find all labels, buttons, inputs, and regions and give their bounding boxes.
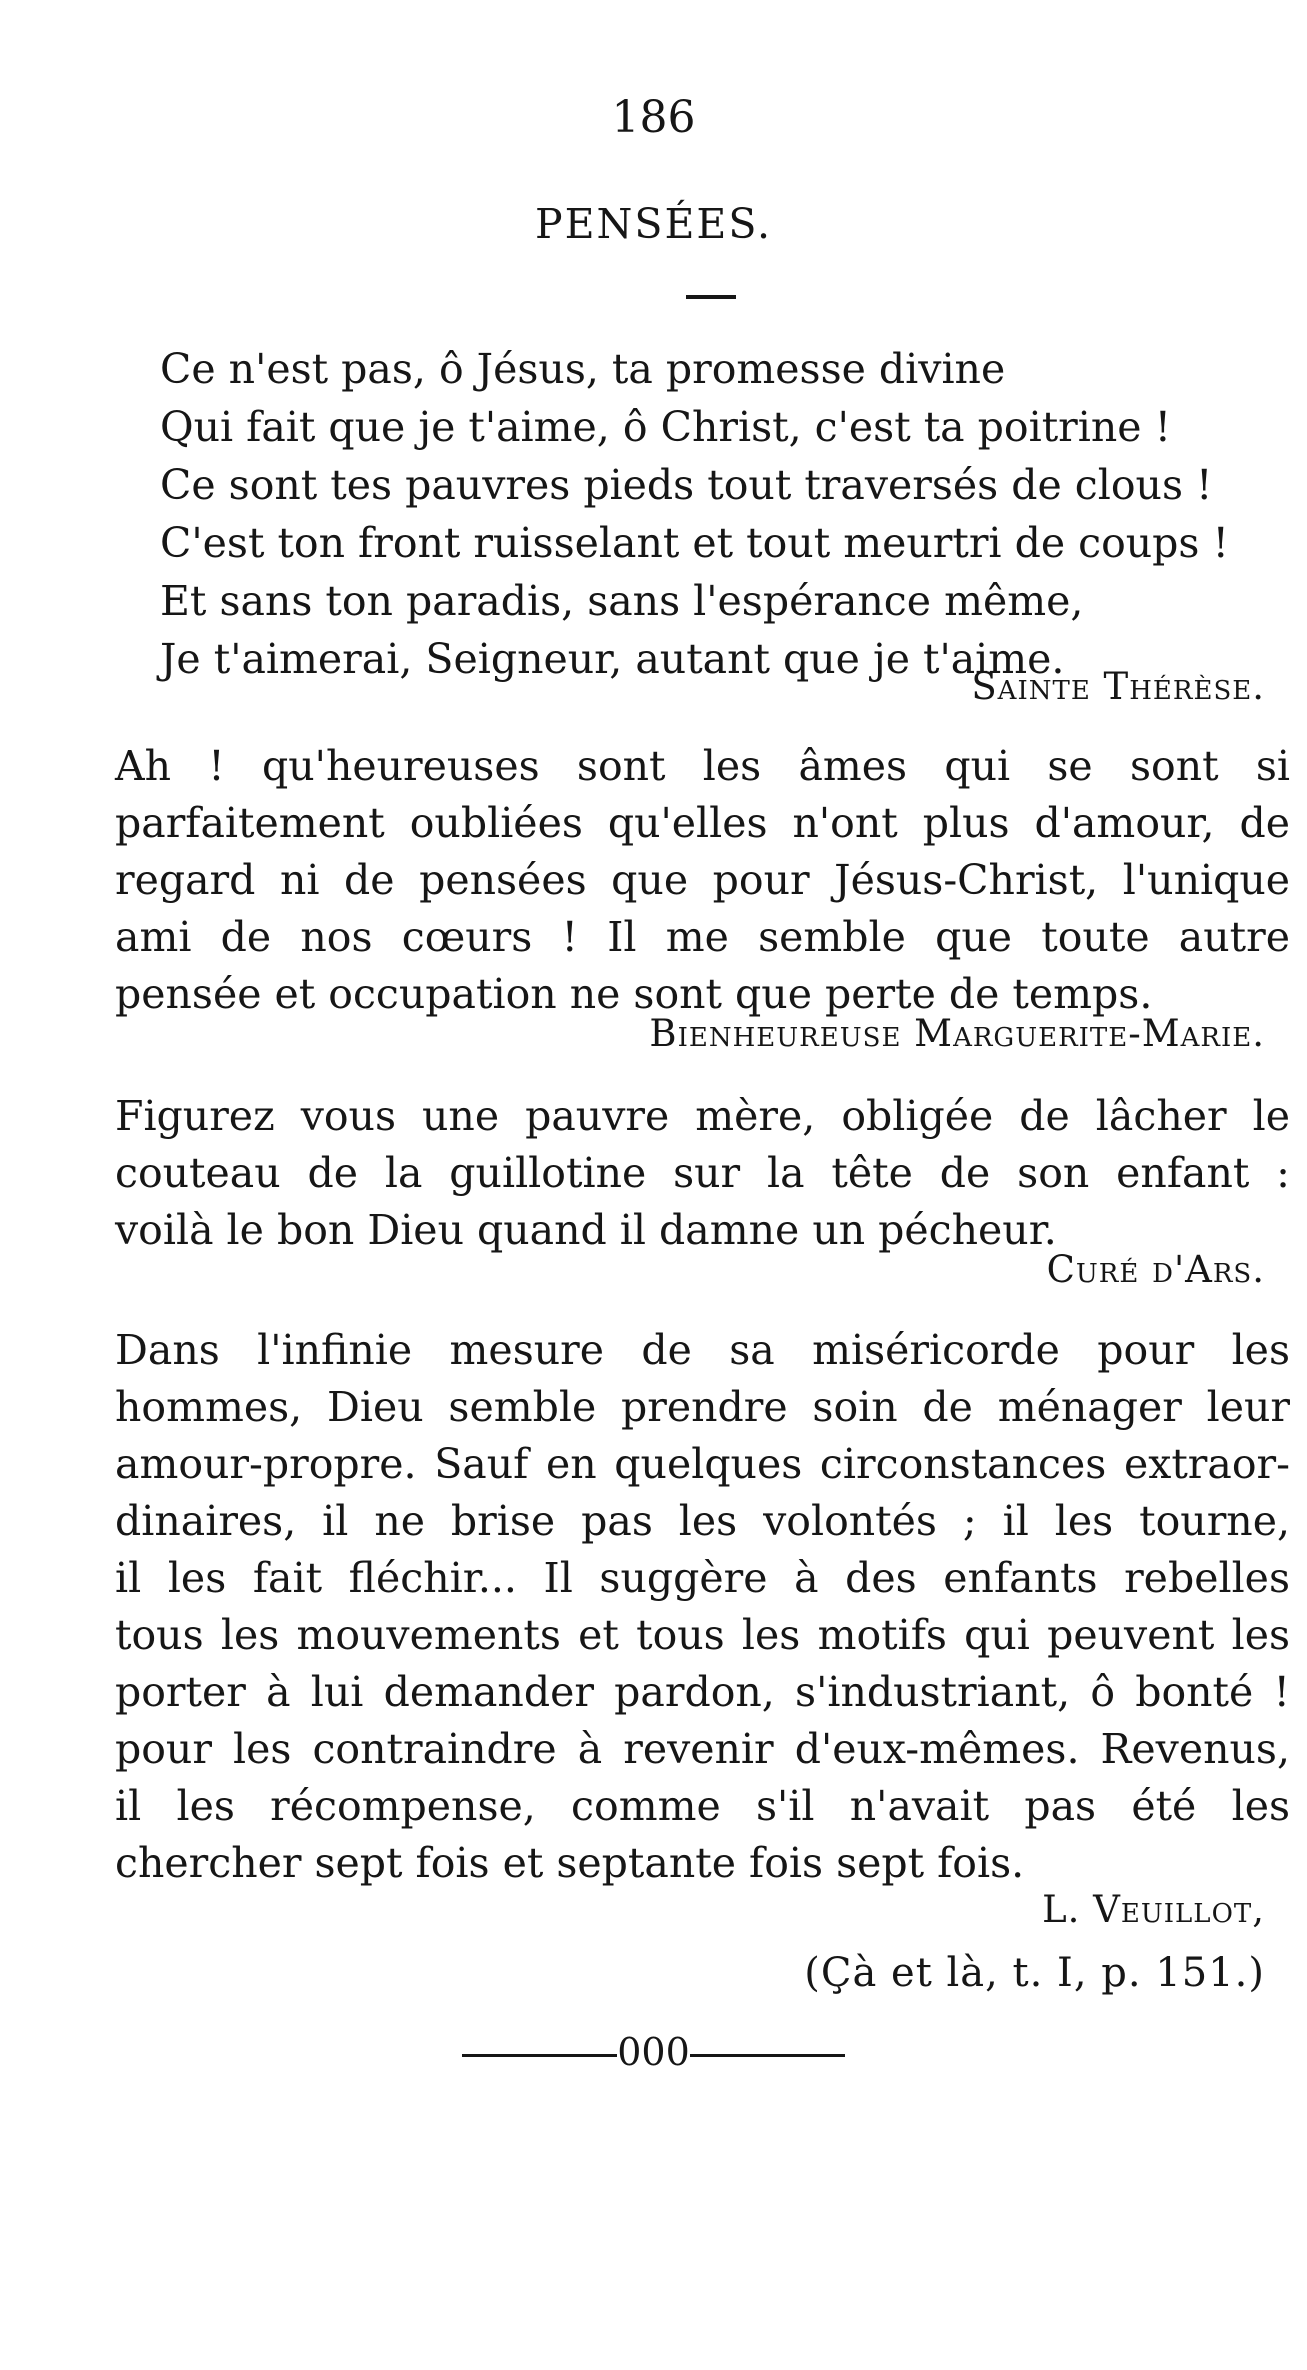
quote3-line: couteau de la guillotine sur la tête de son enfant : xyxy=(115,1149,1290,1197)
quote4-line: chercher sept fois et septante fois sept fois. xyxy=(115,1839,1025,1887)
quote4-line: tous les mouvements et tous les motifs qui peuvent les xyxy=(115,1611,1290,1659)
quote4-source: (Çà et là, t. I, p. 151.) xyxy=(804,1950,1265,1996)
page-title: PENSÉES. xyxy=(535,200,772,248)
end-mark-text: 000 xyxy=(617,2030,690,2074)
title-dash-divider xyxy=(686,295,736,299)
quote4-line: il les récompense, comme s'il n'avait pas été les xyxy=(115,1782,1290,1830)
quote4-line: Dans l'infinie mesure de sa miséricorde pour les xyxy=(115,1326,1290,1374)
quote3-attribution: Curé d'Ars. xyxy=(1046,1248,1265,1291)
quote3-line: voilà le bon Dieu quand il damne un pécheur. xyxy=(115,1206,1057,1254)
poem-line: Ce sont tes pauvres pieds tout traversés de clous ! xyxy=(160,461,1213,509)
ornament-rule-left xyxy=(462,2054,617,2057)
end-ornament xyxy=(0,2030,1307,2074)
poem-line: Je t'aimerai, Seigneur, autant que je t'aime. xyxy=(160,635,1065,683)
poem-block xyxy=(160,340,1280,688)
quote2-line: ami de nos cœurs ! Il me semble que toute autre xyxy=(115,913,1290,961)
quote4-line: pour les contraindre à revenir d'eux-mêmes. Revenus, xyxy=(115,1725,1290,1773)
quote4-attribution: L. Veuillot, xyxy=(1042,1888,1265,1931)
quote4-paragraph xyxy=(115,1322,1290,1892)
quote4-line: porter à lui demander pardon, s'industriant, ô bonté ! xyxy=(115,1668,1290,1716)
quote4-line: hommes, Dieu semble prendre soin de ménager leur xyxy=(115,1383,1290,1431)
poem-attribution: Sainte Thérèse. xyxy=(971,665,1265,708)
poem-line: Ce n'est pas, ô Jésus, ta promesse divine xyxy=(160,345,1006,393)
quote2-line: parfaitement oubliées qu'elles n'ont plus d'amour, de xyxy=(115,799,1290,847)
quote2-line: regard ni de pensées que pour Jésus-Christ, l'unique xyxy=(115,856,1290,904)
quote2-attribution: Bienheureuse Marguerite-Marie. xyxy=(649,1012,1265,1055)
quote4-line: dinaires, il ne brise pas les volontés ; il les tourne, xyxy=(115,1497,1290,1545)
quote4-line: amour-propre. Sauf en quelques circonstances extraor- xyxy=(115,1440,1290,1488)
poem-line: Qui fait que je t'aime, ô Christ, c'est ta poitrine ! xyxy=(160,403,1172,451)
page-number: 186 xyxy=(611,92,696,143)
quote3-line: Figurez vous une pauvre mère, obligée de lâcher le xyxy=(115,1092,1290,1140)
poem-line: C'est ton front ruisselant et tout meurtri de coups ! xyxy=(160,519,1229,567)
ornament-rule-right xyxy=(690,2054,845,2057)
quote4-line: il les fait fléchir... Il suggère à des enfants rebelles xyxy=(115,1554,1290,1602)
quote3-paragraph xyxy=(115,1088,1290,1259)
quote2-line: pensée et occupation ne sont que perte de temps. xyxy=(115,970,1153,1018)
poem-line: Et sans ton paradis, sans l'espérance même, xyxy=(160,577,1084,625)
quote2-paragraph xyxy=(115,738,1290,1023)
quote2-line: Ah ! qu'heureuses sont les âmes qui se sont si xyxy=(115,742,1290,790)
